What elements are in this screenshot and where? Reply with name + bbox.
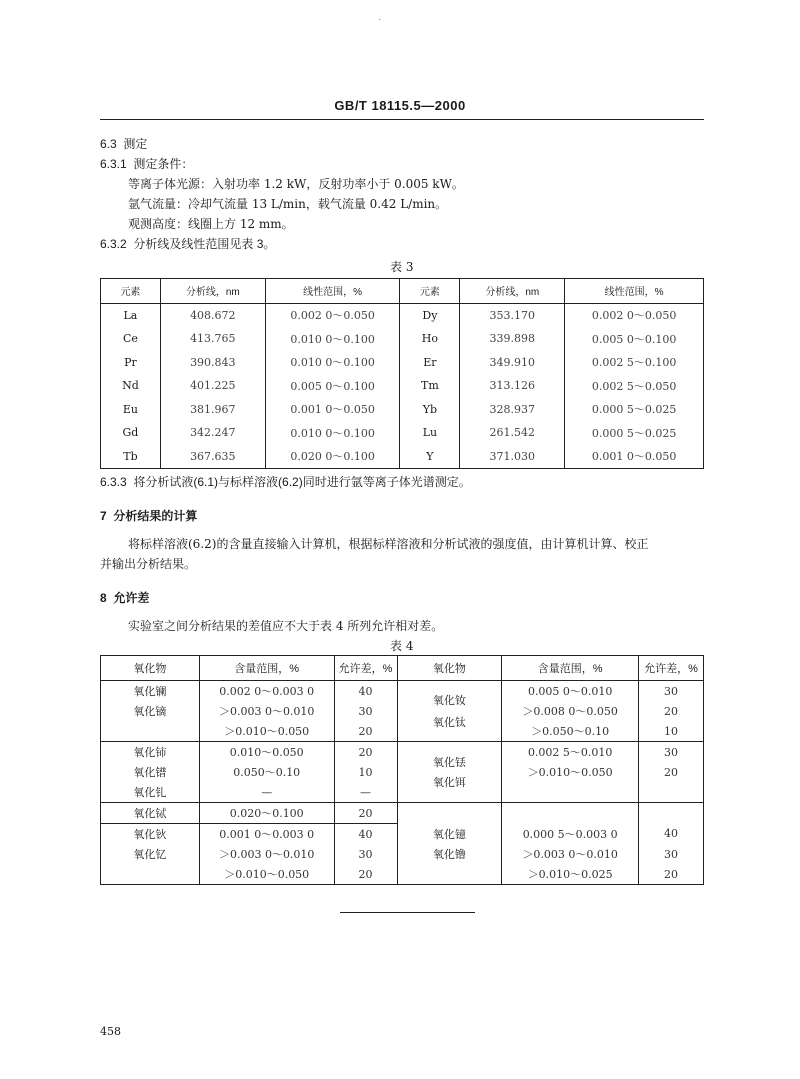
cell-element: Tm <box>400 374 460 398</box>
cell-line: 401.225 <box>160 374 265 398</box>
cell-range: 0.002 5～0.050 <box>565 374 704 398</box>
end-of-standard-rule <box>340 912 475 913</box>
section-number: 8 <box>100 591 107 605</box>
cell-element: Er <box>400 351 460 375</box>
cell-content-range: ＞0.003 0～0.010 <box>199 701 334 721</box>
cell-empty <box>502 803 639 824</box>
table-row <box>101 398 704 422</box>
cell-element: Nd <box>122 379 139 393</box>
cell-range: 0.001 0～0.050 <box>565 445 704 469</box>
table-header-row <box>101 656 704 681</box>
cell-oxide-names <box>397 742 502 803</box>
table-row <box>101 742 704 763</box>
header-oxide: 氧化物 <box>101 656 200 681</box>
cell-element: Lu <box>400 421 460 445</box>
cell-range: 0.002 5～0.100 <box>565 351 704 375</box>
oxide-name: 氧化铒 <box>432 776 466 789</box>
section-number: 6.3.2 <box>100 237 127 251</box>
cell-tolerance: 20 <box>334 742 397 763</box>
cell-tolerance: 30 <box>334 701 397 721</box>
cell-tolerance: 20 <box>334 721 397 742</box>
cell-content-range: 0.001 0～0.003 0 <box>199 824 334 845</box>
oxide-name: 氧化铥 <box>432 756 466 769</box>
cell-tolerance: 20 <box>639 701 704 721</box>
cell-line: 349.910 <box>460 351 565 375</box>
cell-content-range: 0.005 0～0.010 <box>502 681 639 702</box>
cell-content-range: 0.010～0.050 <box>199 742 334 763</box>
cell-tolerance: 30 <box>334 844 397 864</box>
cell-oxide-name-empty <box>101 721 200 742</box>
cell-tolerance: — <box>334 782 397 803</box>
cell-range: 0.005 0～0.100 <box>265 374 400 398</box>
header-analytical-line: 分析线，nm <box>160 279 265 304</box>
section-7 <box>100 508 197 524</box>
cell-empty <box>639 782 704 803</box>
section-number: 7 <box>100 509 107 523</box>
cell-tolerance: 40 <box>334 681 397 702</box>
header-content-range: 含量范围，% <box>199 656 334 681</box>
cell-element: Pr <box>124 355 137 369</box>
cell-element: Y <box>400 445 460 469</box>
cell-line: 408.672 <box>160 303 265 327</box>
header-analytical-line: 分析线，nm <box>460 279 565 304</box>
table-row <box>101 803 704 824</box>
cell-empty <box>639 803 704 824</box>
cell-oxide-name: 氧化铈 <box>133 746 167 759</box>
cell-oxide-name: 氧化铽 <box>101 803 200 824</box>
table-row <box>101 445 704 469</box>
condition-plasma-source: 等离子体光源：入射功率 1.2 kW，反射功率小于 0.005 kW。 <box>128 177 464 191</box>
section-6-3-1 <box>100 156 193 172</box>
cell-tolerance: 40 <box>334 824 397 845</box>
cell-tolerance: 20 <box>639 864 704 885</box>
cell-oxide-name-empty <box>101 864 200 885</box>
cell-line: 371.030 <box>460 445 565 469</box>
cell-content-range: 0.050～0.10 <box>199 762 334 782</box>
section-title: 分析线及线性范围见表 3。 <box>133 237 276 251</box>
oxide-name: 氧化钛 <box>432 716 466 729</box>
section-7-paragraph-line-1: 将标样溶液(6.2)的含量直接输入计算机，根据标样溶液和分析试液的强度值，由计算机计算、校正 <box>128 537 649 551</box>
section-title: 允许差 <box>113 591 150 605</box>
section-title: 分析结果的计算 <box>113 509 198 523</box>
section-8-paragraph: 实验室之间分析结果的差值应不大于表 4 所列允许相对差。 <box>128 619 444 633</box>
table-4-caption: 表 4 <box>390 639 414 653</box>
cell-content-range: 0.000 5～0.003 0 <box>502 824 639 845</box>
cell-line: 328.937 <box>460 398 565 422</box>
cell-oxide-name: 氧化镧 <box>133 685 167 698</box>
cell-line: 390.843 <box>160 351 265 375</box>
cell-oxide-name: 氧化钬 <box>133 828 167 841</box>
cell-tolerance: 10 <box>639 721 704 742</box>
cell-element: Ho <box>400 327 460 351</box>
cell-element: Eu <box>122 402 138 416</box>
cell-line: 339.898 <box>460 327 565 351</box>
section-text: 将分析试液(6.1)与标样溶液(6.2)同时进行氩等离子体光谱测定。 <box>133 475 471 489</box>
cell-content-range: ＞0.050～0.10 <box>502 721 639 742</box>
table-3-caption: 表 3 <box>390 260 414 274</box>
table-row <box>101 327 704 351</box>
cell-tolerance: 20 <box>334 864 397 885</box>
cell-content-range: ＞0.010～0.050 <box>199 721 334 742</box>
section-number: 6.3 <box>100 137 117 151</box>
section-6-3-2 <box>100 236 275 252</box>
section-6-3-3 <box>100 474 471 490</box>
cell-range: 0.002 0～0.050 <box>565 303 704 327</box>
condition-argon-flow: 氩气流量：冷却气流量 13 L/min，载气流量 0.42 L/min。 <box>128 197 448 211</box>
cell-element: Gd <box>122 426 139 440</box>
cell-range: 0.002 0～0.050 <box>265 303 400 327</box>
cell-content-range: ＞0.003 0～0.010 <box>502 844 639 864</box>
cell-content-range: ＞0.010～0.025 <box>502 864 639 885</box>
cell-line: 367.635 <box>160 445 265 469</box>
cell-tolerance: 30 <box>639 681 704 702</box>
cell-element: Tb <box>123 449 138 463</box>
oxide-name: 氧化镱 <box>432 827 466 841</box>
cell-content-range: ＞0.008 0～0.050 <box>502 701 639 721</box>
cell-oxide-names <box>397 681 502 742</box>
header-content-range: 含量范围，% <box>502 656 639 681</box>
cell-oxide-name: 氧化镝 <box>133 705 167 718</box>
cell-tolerance: 30 <box>639 844 704 864</box>
cell-range: 0.010 0～0.100 <box>265 421 400 445</box>
cell-content-range: 0.002 0～0.003 0 <box>199 681 334 702</box>
cell-range: 0.000 5～0.025 <box>565 398 704 422</box>
cell-element: Dy <box>400 303 460 327</box>
section-number: 6.3.1 <box>100 157 127 171</box>
cell-line: 413.765 <box>160 327 265 351</box>
page-header-standard: GB/T 18115.5—2000 <box>334 98 466 113</box>
cell-tolerance: 30 <box>639 742 704 763</box>
header-element: 元素 <box>400 279 460 304</box>
cell-content-range: 0.002 5～0.010 <box>502 742 639 763</box>
header-linear-range: 线性范围，% <box>565 279 704 304</box>
cell-oxide-names <box>397 803 502 885</box>
header-element: 元素 <box>101 279 161 304</box>
table-row <box>101 351 704 375</box>
section-number: 6.3.3 <box>100 475 127 489</box>
cell-range: 0.020 0～0.100 <box>265 445 400 469</box>
table-row <box>101 421 704 445</box>
section-7-paragraph-line-2: 并输出分析结果。 <box>100 557 197 571</box>
header-linear-range: 线性范围，% <box>265 279 400 304</box>
cell-tolerance: 20 <box>334 803 397 824</box>
header-tolerance: 允许差，% <box>639 656 704 681</box>
cell-oxide-name: 氧化钆 <box>101 782 200 803</box>
header-tolerance: 允许差，% <box>334 656 397 681</box>
cell-line: 261.542 <box>460 421 565 445</box>
cell-tolerance: 40 <box>639 824 704 845</box>
section-title: 测定条件： <box>133 157 194 171</box>
oxide-name: 氧化镥 <box>432 847 466 861</box>
page-number: 458 <box>100 1025 121 1038</box>
cell-tolerance: 10 <box>334 762 397 782</box>
section-title: 测定 <box>123 137 148 151</box>
cell-line: 381.967 <box>160 398 265 422</box>
cell-element: Yb <box>400 398 460 422</box>
section-8 <box>100 590 149 606</box>
cell-content-range: ＞0.010～0.050 <box>502 762 639 782</box>
header-oxide: 氧化物 <box>397 656 502 681</box>
cell-content-range: ＞0.010～0.050 <box>199 864 334 885</box>
table-header-row <box>101 279 704 304</box>
header-rule <box>100 119 704 120</box>
table-4-tolerances <box>100 655 704 885</box>
cell-range: 0.001 0～0.050 <box>265 398 400 422</box>
cell-element: Ce <box>122 332 138 346</box>
oxide-name: 氧化钕 <box>432 694 466 707</box>
cell-range: 0.005 0～0.100 <box>565 327 704 351</box>
cell-content-range: ＞0.003 0～0.010 <box>199 844 334 864</box>
cell-oxide-name: 氧化钇 <box>133 848 167 861</box>
cell-empty <box>502 782 639 803</box>
cell-line: 353.170 <box>460 303 565 327</box>
scan-speck: · <box>378 14 382 25</box>
cell-content-range: 0.020～0.100 <box>199 803 334 824</box>
table-3-analytical-lines <box>100 278 704 469</box>
cell-line: 342.247 <box>160 421 265 445</box>
cell-range: 0.010 0～0.100 <box>265 327 400 351</box>
table-row <box>101 681 704 702</box>
cell-range: 0.010 0～0.100 <box>265 351 400 375</box>
cell-line: 313.126 <box>460 374 565 398</box>
cell-content-range: — <box>199 782 334 803</box>
cell-tolerance: 20 <box>639 762 704 782</box>
table-row <box>101 374 704 398</box>
cell-oxide-name: 氧化镨 <box>133 766 167 779</box>
table-row <box>101 303 704 327</box>
cell-element: La <box>123 308 138 322</box>
condition-observation-height: 观测高度：线圈上方 12 mm。 <box>128 217 294 231</box>
section-6-3 <box>100 136 147 152</box>
cell-range: 0.000 5～0.025 <box>565 421 704 445</box>
